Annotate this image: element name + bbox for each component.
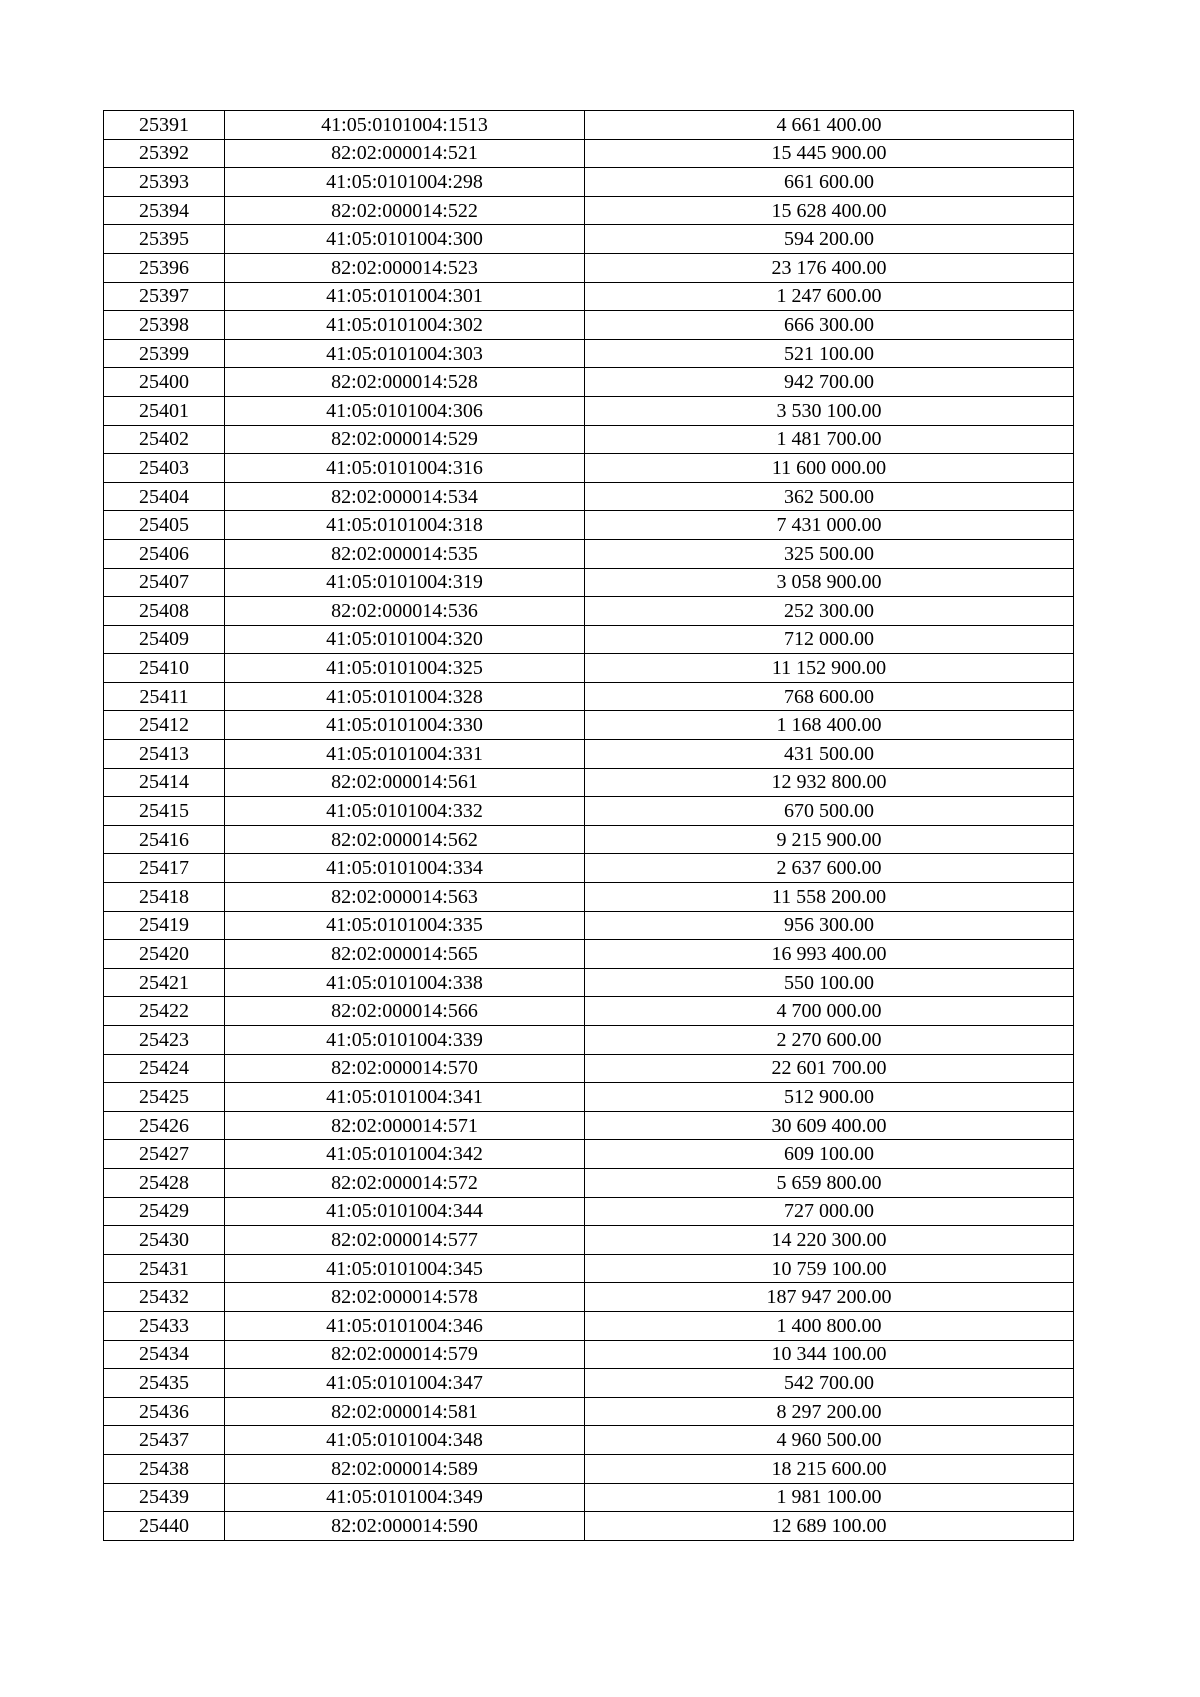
cadastral-number-cell: 82:02:000014:529 [225,425,585,454]
cadastral-number-cell: 41:05:0101004:338 [225,968,585,997]
value-cell: 956 300.00 [585,911,1074,940]
value-cell: 512 900.00 [585,1083,1074,1112]
row-number-cell: 25399 [104,339,225,368]
row-number-cell: 25396 [104,253,225,282]
cadastral-number-cell: 82:02:000014:522 [225,196,585,225]
row-number-cell: 25408 [104,597,225,626]
row-number-cell: 25436 [104,1397,225,1426]
table-row [104,682,1074,711]
table-row [104,1454,1074,1483]
cadastral-number-cell: 41:05:0101004:320 [225,625,585,654]
table-row [104,997,1074,1026]
row-number-cell: 25416 [104,825,225,854]
row-number-cell: 25417 [104,854,225,883]
row-number-cell: 25397 [104,282,225,311]
cadastral-number-cell: 41:05:0101004:332 [225,797,585,826]
value-cell: 666 300.00 [585,311,1074,340]
table-row [104,139,1074,168]
cadastral-number-cell: 41:05:0101004:319 [225,568,585,597]
cadastral-number-cell: 41:05:0101004:1513 [225,111,585,140]
row-number-cell: 25432 [104,1283,225,1312]
table-row [104,625,1074,654]
cadastral-number-cell: 41:05:0101004:328 [225,682,585,711]
table-row [104,225,1074,254]
cadastral-number-cell: 82:02:000014:579 [225,1340,585,1369]
table-row [104,196,1074,225]
table-row [104,282,1074,311]
row-number-cell: 25434 [104,1340,225,1369]
cadastral-number-cell: 41:05:0101004:331 [225,740,585,769]
table-row [104,1254,1074,1283]
value-cell: 23 176 400.00 [585,253,1074,282]
table-row [104,511,1074,540]
row-number-cell: 25437 [104,1426,225,1455]
row-number-cell: 25439 [104,1483,225,1512]
table-row [104,1311,1074,1340]
value-cell: 11 558 200.00 [585,883,1074,912]
value-cell: 4 700 000.00 [585,997,1074,1026]
cadastral-number-cell: 41:05:0101004:325 [225,654,585,683]
cadastral-number-cell: 41:05:0101004:303 [225,339,585,368]
table-row [104,1140,1074,1169]
cadastral-number-cell: 82:02:000014:581 [225,1397,585,1426]
table-row [104,711,1074,740]
row-number-cell: 25427 [104,1140,225,1169]
table-row [104,883,1074,912]
value-cell: 12 689 100.00 [585,1512,1074,1541]
cadastral-number-cell: 41:05:0101004:300 [225,225,585,254]
table-row [104,1426,1074,1455]
table-row [104,1340,1074,1369]
cadastral-number-cell: 41:05:0101004:346 [225,1311,585,1340]
table-row [104,396,1074,425]
table-row [104,111,1074,140]
value-cell: 16 993 400.00 [585,940,1074,969]
cadastral-number-cell: 82:02:000014:571 [225,1111,585,1140]
value-cell: 22 601 700.00 [585,1054,1074,1083]
value-cell: 2 270 600.00 [585,1026,1074,1055]
row-number-cell: 25398 [104,311,225,340]
table-row [104,940,1074,969]
cadastral-number-cell: 41:05:0101004:298 [225,168,585,197]
value-cell: 14 220 300.00 [585,1226,1074,1255]
table-row [104,1168,1074,1197]
value-cell: 5 659 800.00 [585,1168,1074,1197]
row-number-cell: 25407 [104,568,225,597]
table-row [104,1483,1074,1512]
table-row [104,911,1074,940]
value-cell: 18 215 600.00 [585,1454,1074,1483]
value-cell: 609 100.00 [585,1140,1074,1169]
row-number-cell: 25391 [104,111,225,140]
table-row [104,825,1074,854]
row-number-cell: 25423 [104,1026,225,1055]
cadastral-number-cell: 82:02:000014:590 [225,1512,585,1541]
value-cell: 768 600.00 [585,682,1074,711]
row-number-cell: 25394 [104,196,225,225]
value-cell: 521 100.00 [585,339,1074,368]
table-row [104,854,1074,883]
row-number-cell: 25425 [104,1083,225,1112]
value-cell: 325 500.00 [585,539,1074,568]
table-row [104,339,1074,368]
row-number-cell: 25395 [104,225,225,254]
table-row [104,597,1074,626]
cadastral-number-cell: 82:02:000014:572 [225,1168,585,1197]
value-cell: 712 000.00 [585,625,1074,654]
table-row [104,1369,1074,1398]
row-number-cell: 25401 [104,396,225,425]
cadastral-number-cell: 41:05:0101004:341 [225,1083,585,1112]
value-cell: 3 058 900.00 [585,568,1074,597]
cadastral-number-cell: 41:05:0101004:335 [225,911,585,940]
value-cell: 8 297 200.00 [585,1397,1074,1426]
row-number-cell: 25424 [104,1054,225,1083]
cadastral-number-cell: 82:02:000014:577 [225,1226,585,1255]
value-cell: 661 600.00 [585,168,1074,197]
cadastral-number-cell: 82:02:000014:523 [225,253,585,282]
table-row [104,253,1074,282]
table-row [104,168,1074,197]
table-row [104,1026,1074,1055]
value-cell: 1 481 700.00 [585,425,1074,454]
row-number-cell: 25412 [104,711,225,740]
value-cell: 550 100.00 [585,968,1074,997]
value-cell: 7 431 000.00 [585,511,1074,540]
cadastral-number-cell: 82:02:000014:536 [225,597,585,626]
cadastral-number-cell: 41:05:0101004:316 [225,454,585,483]
table-row [104,1512,1074,1541]
table-body [104,111,1074,1541]
row-number-cell: 25392 [104,139,225,168]
row-number-cell: 25413 [104,740,225,769]
cadastral-number-cell: 82:02:000014:566 [225,997,585,1026]
row-number-cell: 25418 [104,883,225,912]
row-number-cell: 25411 [104,682,225,711]
cadastral-number-cell: 41:05:0101004:306 [225,396,585,425]
table-row [104,1111,1074,1140]
row-number-cell: 25440 [104,1512,225,1541]
cadastral-number-cell: 82:02:000014:561 [225,768,585,797]
table-row [104,568,1074,597]
data-table [103,110,1074,1541]
value-cell: 11 152 900.00 [585,654,1074,683]
cadastral-number-cell: 82:02:000014:563 [225,883,585,912]
row-number-cell: 25403 [104,454,225,483]
table-row [104,797,1074,826]
row-number-cell: 25435 [104,1369,225,1398]
cadastral-number-cell: 41:05:0101004:349 [225,1483,585,1512]
value-cell: 9 215 900.00 [585,825,1074,854]
value-cell: 4 960 500.00 [585,1426,1074,1455]
cadastral-number-cell: 41:05:0101004:348 [225,1426,585,1455]
row-number-cell: 25431 [104,1254,225,1283]
table-row [104,368,1074,397]
row-number-cell: 25404 [104,482,225,511]
value-cell: 4 661 400.00 [585,111,1074,140]
table-row [104,1197,1074,1226]
cadastral-number-cell: 82:02:000014:570 [225,1054,585,1083]
cadastral-number-cell: 82:02:000014:578 [225,1283,585,1312]
cadastral-number-cell: 41:05:0101004:302 [225,311,585,340]
row-number-cell: 25433 [104,1311,225,1340]
row-number-cell: 25438 [104,1454,225,1483]
row-number-cell: 25429 [104,1197,225,1226]
table-row [104,1054,1074,1083]
table-row [104,1083,1074,1112]
row-number-cell: 25409 [104,625,225,654]
row-number-cell: 25414 [104,768,225,797]
table-row [104,968,1074,997]
row-number-cell: 25406 [104,539,225,568]
table-row [104,482,1074,511]
value-cell: 3 530 100.00 [585,396,1074,425]
row-number-cell: 25426 [104,1111,225,1140]
value-cell: 431 500.00 [585,740,1074,769]
value-cell: 1 168 400.00 [585,711,1074,740]
cadastral-number-cell: 41:05:0101004:342 [225,1140,585,1169]
cadastral-number-cell: 41:05:0101004:345 [225,1254,585,1283]
table-row [104,1397,1074,1426]
value-cell: 1 247 600.00 [585,282,1074,311]
table-row [104,539,1074,568]
cadastral-number-cell: 41:05:0101004:339 [225,1026,585,1055]
value-cell: 670 500.00 [585,797,1074,826]
cadastral-number-cell: 82:02:000014:535 [225,539,585,568]
table-row [104,425,1074,454]
cadastral-number-cell: 41:05:0101004:330 [225,711,585,740]
table-row [104,654,1074,683]
value-cell: 30 609 400.00 [585,1111,1074,1140]
cadastral-number-cell: 82:02:000014:565 [225,940,585,969]
value-cell: 727 000.00 [585,1197,1074,1226]
table-row [104,1226,1074,1255]
value-cell: 12 932 800.00 [585,768,1074,797]
value-cell: 10 759 100.00 [585,1254,1074,1283]
table-row [104,740,1074,769]
value-cell: 10 344 100.00 [585,1340,1074,1369]
cadastral-number-cell: 41:05:0101004:318 [225,511,585,540]
value-cell: 1 981 100.00 [585,1483,1074,1512]
cadastral-number-cell: 82:02:000014:562 [225,825,585,854]
value-cell: 252 300.00 [585,597,1074,626]
value-cell: 15 445 900.00 [585,139,1074,168]
table-row [104,1283,1074,1312]
cadastral-number-cell: 41:05:0101004:334 [225,854,585,883]
table-row [104,768,1074,797]
row-number-cell: 25410 [104,654,225,683]
row-number-cell: 25421 [104,968,225,997]
value-cell: 1 400 800.00 [585,1311,1074,1340]
cadastral-number-cell: 41:05:0101004:344 [225,1197,585,1226]
row-number-cell: 25402 [104,425,225,454]
row-number-cell: 25420 [104,940,225,969]
cadastral-number-cell: 82:02:000014:528 [225,368,585,397]
value-cell: 15 628 400.00 [585,196,1074,225]
table-row [104,454,1074,483]
row-number-cell: 25415 [104,797,225,826]
row-number-cell: 25393 [104,168,225,197]
cadastral-number-cell: 82:02:000014:534 [225,482,585,511]
value-cell: 11 600 000.00 [585,454,1074,483]
cadastral-number-cell: 41:05:0101004:347 [225,1369,585,1398]
row-number-cell: 25405 [104,511,225,540]
table-row [104,311,1074,340]
row-number-cell: 25419 [104,911,225,940]
value-cell: 942 700.00 [585,368,1074,397]
value-cell: 362 500.00 [585,482,1074,511]
row-number-cell: 25422 [104,997,225,1026]
row-number-cell: 25430 [104,1226,225,1255]
cadastral-number-cell: 82:02:000014:521 [225,139,585,168]
value-cell: 2 637 600.00 [585,854,1074,883]
cadastral-number-cell: 41:05:0101004:301 [225,282,585,311]
cadastral-number-cell: 82:02:000014:589 [225,1454,585,1483]
row-number-cell: 25428 [104,1168,225,1197]
row-number-cell: 25400 [104,368,225,397]
value-cell: 187 947 200.00 [585,1283,1074,1312]
value-cell: 542 700.00 [585,1369,1074,1398]
value-cell: 594 200.00 [585,225,1074,254]
